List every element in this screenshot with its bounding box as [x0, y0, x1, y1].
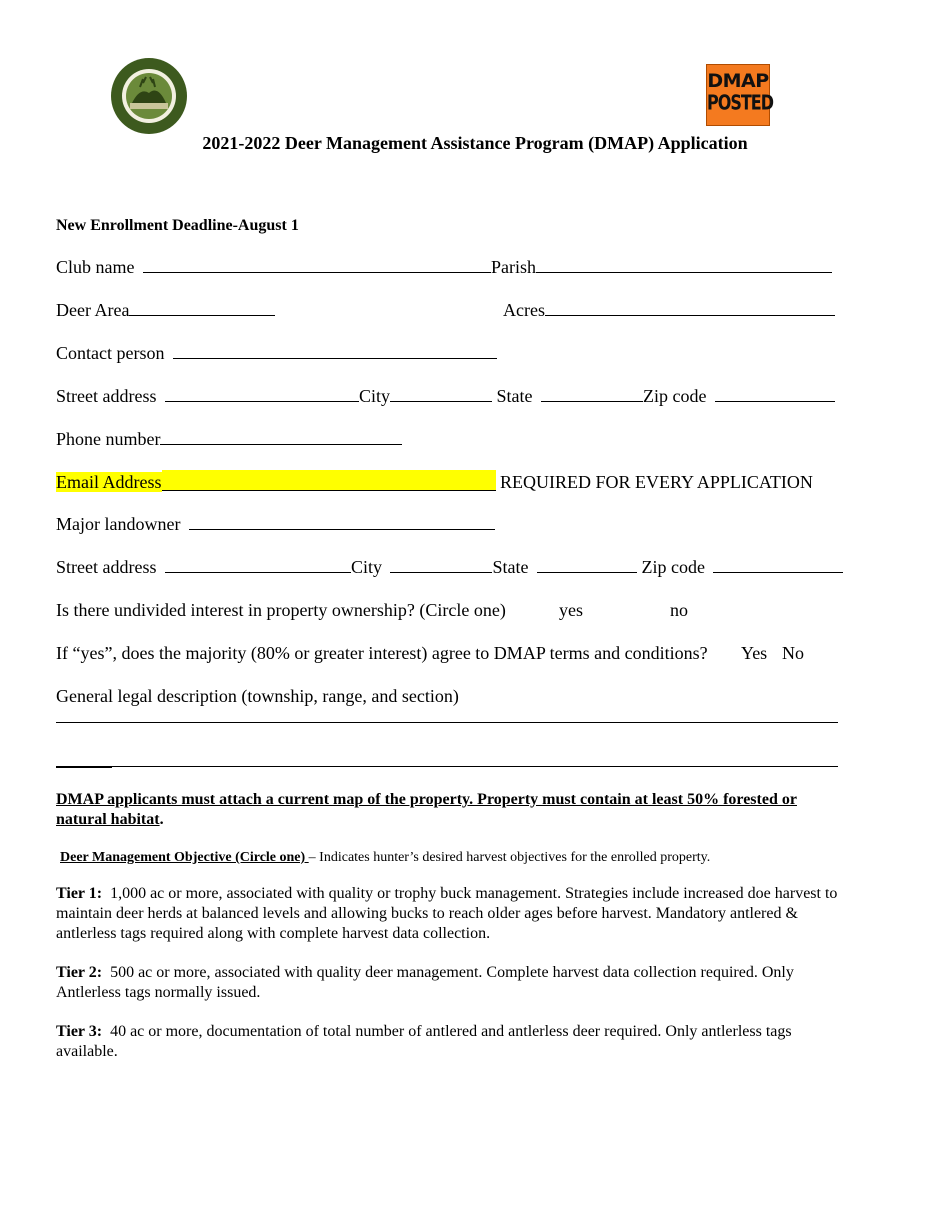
- club-name-row: [56, 256, 832, 278]
- dmap-logo-line1: DMAP: [707, 70, 769, 92]
- tier-3-text: 40 ac or more, documentation of total number of antlered and antlerless deer required. Only antlerless tags available.: [56, 1023, 792, 1060]
- objective-text: – Indicates hunter’s desired harvest objectives for the enrolled property.: [308, 850, 711, 865]
- majority-no-option[interactable]: No: [782, 643, 804, 663]
- tier-1-label: Tier 1:: [56, 885, 103, 902]
- club-name-field[interactable]: [143, 256, 491, 273]
- map-requirement-note: [56, 790, 846, 830]
- address-row-2: [56, 556, 843, 578]
- undivided-no-option[interactable]: no: [670, 600, 688, 620]
- parish-field[interactable]: [536, 256, 832, 273]
- state-2-field[interactable]: [537, 556, 637, 573]
- zip-code-2-label: Zip code: [641, 557, 705, 577]
- enrollment-deadline: New Enrollment Deadline-August 1: [56, 217, 299, 234]
- major-landowner-label: Major landowner: [56, 514, 181, 534]
- club-name-label: Club name: [56, 257, 135, 277]
- undivided-interest-question: Is there undivided interest in property ownership? (Circle one): [56, 600, 506, 620]
- legal-description-line-1[interactable]: [56, 722, 838, 723]
- email-row: [56, 470, 813, 493]
- phone-number-field[interactable]: [160, 428, 402, 445]
- zip-code-field[interactable]: [715, 385, 835, 402]
- majority-yes-option[interactable]: Yes: [741, 643, 768, 663]
- email-required-note: REQUIRED FOR EVERY APPLICATION: [500, 472, 813, 492]
- acres-field[interactable]: [545, 299, 835, 316]
- map-requirement-text: DMAP applicants must attach a current map of the property. Property must contain at least 50% forested or natural habitat: [56, 791, 797, 828]
- acres-label: Acres: [503, 300, 545, 320]
- zip-code-label: Zip code: [642, 386, 707, 406]
- major-landowner-field[interactable]: [189, 513, 495, 530]
- acres-row: [503, 299, 835, 321]
- email-address-label: Email Address: [56, 472, 162, 492]
- parish-label: Parish: [491, 257, 536, 277]
- map-requirement-period: .: [159, 811, 164, 828]
- state-2-label: State: [492, 557, 529, 577]
- street-address-field[interactable]: [165, 385, 359, 402]
- deer-area-field[interactable]: [129, 299, 275, 316]
- tier-2-option[interactable]: [56, 963, 846, 1003]
- city-label: City: [358, 386, 390, 406]
- deer-area-label: Deer Area: [56, 300, 130, 320]
- major-landowner-row: [56, 513, 495, 535]
- phone-row: [56, 428, 402, 450]
- undivided-yes-option[interactable]: yes: [559, 600, 583, 620]
- tier-1-option[interactable]: [56, 884, 846, 944]
- page-title: 2021-2022 Deer Management Assistance Program (DMAP) Application: [202, 133, 748, 153]
- street-address-2-field[interactable]: [165, 556, 351, 573]
- legal-description-line-2-mark: [56, 766, 112, 768]
- objective-label: Deer Management Objective (Circle one): [60, 850, 309, 865]
- management-objective: [60, 848, 850, 868]
- tier-2-text: 500 ac or more, associated with quality deer management. Complete harvest data collection required. Only Antlerless tags normally issued.: [56, 964, 794, 1001]
- contact-person-label: Contact person: [56, 343, 165, 363]
- city-2-label: City: [350, 557, 382, 577]
- tier-2-label: Tier 2:: [56, 964, 103, 981]
- contact-person-row: [56, 342, 497, 364]
- majority-question: If “yes”, does the majority (80% or greater interest) agree to DMAP terms and conditions?: [56, 643, 708, 663]
- state-field[interactable]: [541, 385, 643, 402]
- dmap-posted-logo: [706, 64, 773, 126]
- legal-description-label: General legal description (township, range, and section): [56, 686, 459, 706]
- tier-3-option[interactable]: [56, 1022, 846, 1062]
- legal-description-line-2[interactable]: [56, 766, 838, 767]
- dmap-logo-line2: POSTED: [707, 90, 773, 115]
- street-address-label: Street address: [56, 386, 157, 406]
- deer-area-row: [56, 299, 275, 321]
- state-label: State: [496, 386, 533, 406]
- email-address-field[interactable]: [162, 470, 496, 491]
- tier-3-label: Tier 3:: [56, 1023, 103, 1040]
- city-2-field[interactable]: [390, 556, 492, 573]
- city-field[interactable]: [390, 385, 492, 402]
- tier-1-text: 1,000 ac or more, associated with quality or trophy buck management. Strategies include increased doe harvest to maintain deer herds at balanced levels and allowing bucks to reach older ages before harvest. Mandatory antlered & antlerless tags required along with complete harvest data collection.: [56, 885, 838, 942]
- zip-code-2-field[interactable]: [713, 556, 843, 573]
- address-row-1: [56, 385, 835, 407]
- street-address-2-label: Street address: [56, 557, 157, 577]
- contact-person-field[interactable]: [173, 342, 497, 359]
- lwf-logo: [110, 57, 188, 135]
- phone-number-label: Phone number: [56, 429, 161, 449]
